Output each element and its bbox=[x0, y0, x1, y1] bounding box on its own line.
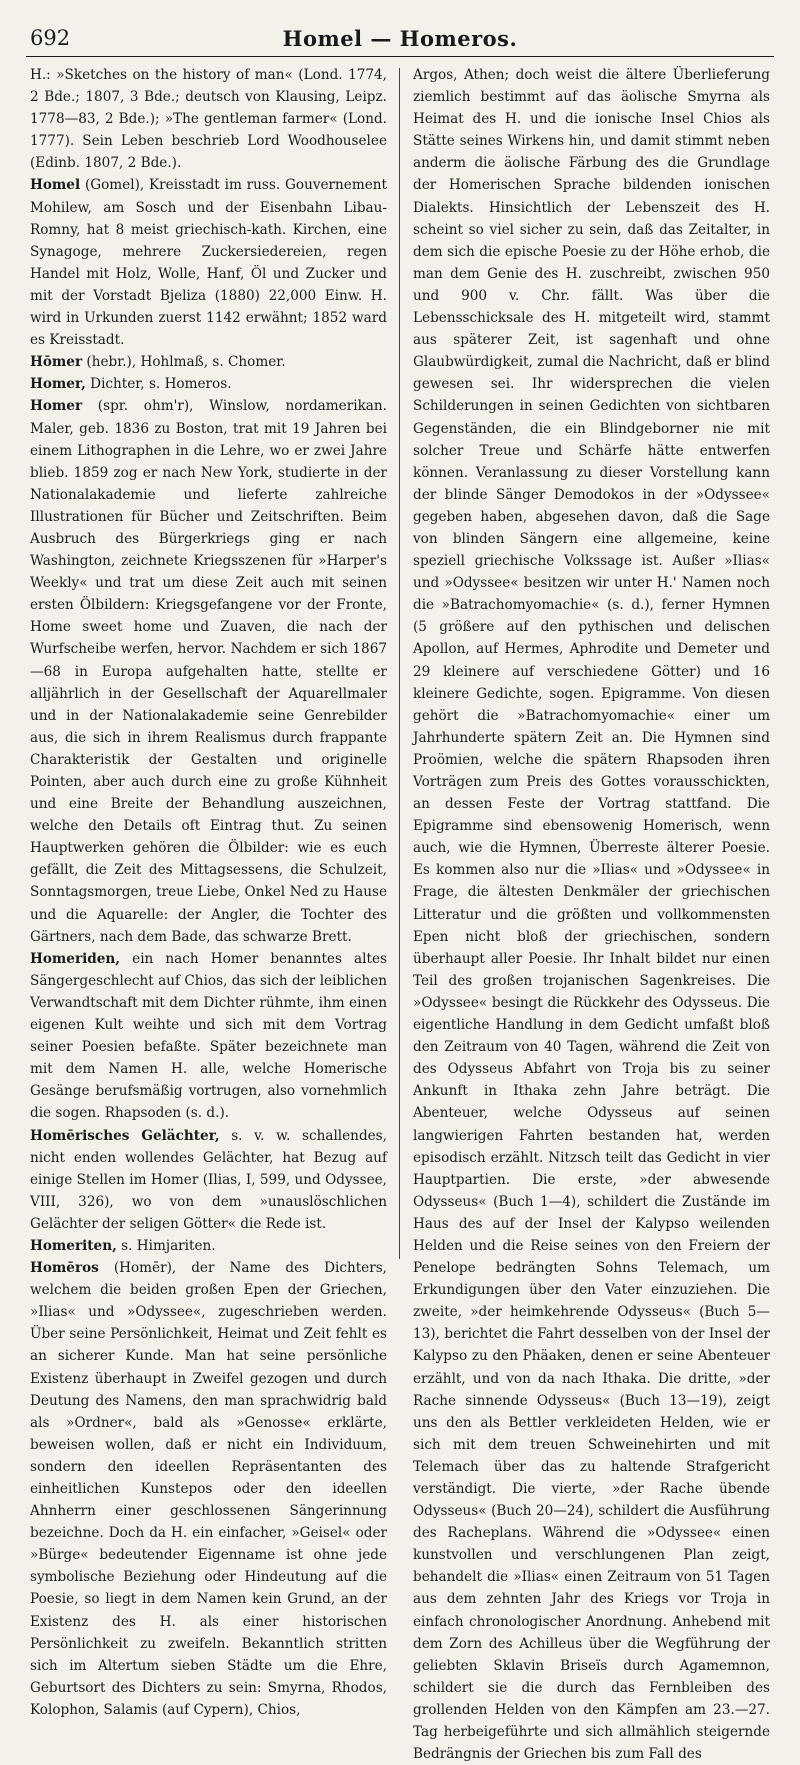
entry-text: ein nach Homer benanntes altes Sängergeschlecht auf Chios, das sich der leiblichen Verwandtschaft mit dem Dichter rühmte, ihm einen eigenen Kult weihte und sich mit dem Vortrag seiner Poesien befaßte. Später bezeichnete man mit dem Namen H. alle, welche Homerische Gesänge berufsmäßig vortrugen, also vornehmlich die sogen. Rhapsoden (s. d.). bbox=[30, 950, 387, 1122]
right-column bbox=[413, 64, 770, 1765]
entry-headword: Homer, bbox=[30, 376, 86, 393]
entry-paragraph bbox=[30, 1235, 387, 1257]
left-column bbox=[30, 64, 387, 1721]
entry-text: Argos, Athen; doch weist die ältere Überlieferung ziemlich bestimmt auf das äolische Smyrna als Heimat des H. und die ionische Insel Chios als Stätte seines Wirkens hin, und damit stimmt neben anderm die äolische Färbung des die Grundlage der Homerischen Sprache bildenden ionischen Dialekts. Hinsichtlich der Lebenszeit des H. scheint so viel sicher zu sein, daß das Zeitalter, in dem sich die epische Poesie zu der Höhe erhob, die man dem Genie des H. zuschreibt, zwischen 950 und 900 v. Chr. fällt. Was über die Lebensschicksale des H. mitgeteilt wird, stammt aus späterer Zeit, ist sagenhaft und ohne Glaubwürdigkeit, zumal die Nachricht, daß er blind gewesen sei. Ihr widersprechen die vielen Schilderungen in seinen Gedichten von sichtbaren Gegenständen, die ein Blindgeborner nie mit solcher Treue und Schärfe hätte entwerfen können. Veranlassung zu dieser Vorstellung kann der blinde Sänger Demodokos in der »Odyssee« gegeben haben, abgesehen davon, daß die Sage von blinden Sängern eine allgemeine, keine speziell griechische Volkssage ist. Außer »Ilias« und »Odyssee« besitzen wir unter H.' Namen noch die »Batrachomyomachie« (s. d.), ferner Hymnen (5 größere auf den pythischen und delischen Apollon, auf Hermes, Aphrodite und Demeter und 29 kleinere auf verschiedene Götter) und 16 kleinere Gedichte, sogen. Epigramme. Von diesen gehört die »Batrachomyomachie« einer um Jahrhunderte spätern Zeit an. Die Hymnen sind Proömien, welche die spätern Rhapsoden ihren Vorträgen zum Preis des Gottes vorausschickten, an dessen Feste der Vortrag stattfand. Die Epigramme sind ebensowenig Homerisch, wenn auch, wie die Hymnen, Überreste älterer Poesie. Es kommen also nur die »Ilias« und »Odyssee« in Frage, die ältesten Denkmäler der griechischen Litteratur und die größten und vollkommensten Epen nicht bloß der griechischen, sondern überhaupt aller Poesie. Ihr Inhalt bildet nur einen Teil des großen trojanischen Sagenkreises. Die »Odyssee« besingt die Rückkehr des Odysseus. Die eigentliche Handlung in dem Gedicht umfaßt bloß den Zeitraum von 40 Tagen, während die Zeit von des Odysseus Abfahrt von Troja bis zu seiner Ankunft in Ithaka zehn Jahre beträgt. Die Abenteuer, welche Odysseus auf seinen langwierigen Fahrten bestanden hat, werden episodisch erzählt. Nitzsch teilt das Gedicht in vier Hauptpartien. Die erste, »der abwesende Odysseus« (Buch 1—4), schildert die Zustände im Haus des auf der Insel der Kalypso weilenden Helden und die Reise seines von den Freiern der Penelope bedrängten Sohns Telemach, um Erkundigungen über den Vater einzuziehen. Die zweite, »der heimkehrende Odysseus« (Buch 5—13), berichtet die Fahrt desselben von der Insel der Kalypso zu den Phäaken, denen er seine Abenteuer erzählt, und von da nach Ithaka. Die dritte, »der Rache sinnende Odysseus« (Buch 13—19), zeigt uns den als Bettler verkleideten Helden, wie er sich mit dem treuen Schweinehirten und mit Telemach über das zu haltende Strafgericht verständigt. Die vierte, »der Rache übende Odysseus« (Buch 20—24), schildert die Ausführung des Racheplans. Während die »Odyssee« einen kunstvollen und verschlungenen Plan zeigt, behandelt die »Ilias« einen Zeitraum von 51 Tagen aus dem zehnten Jahr des Kriegs vor Troja in einfach chronologischer Anordnung. Anhebend mit dem Zorn des Achilleus über die Wegführung der geliebten Sklavin Briseïs durch Agamemnon, schildert sie die durch das Fernbleiben des grollenden Helden von den Kämpfen am 23.—27. Tag herbeigeführte und sich allmählich steigernde Bedrängnis der Griechen bis zum Fall des bbox=[413, 67, 770, 1763]
entry-text: s. Himjariten. bbox=[116, 1237, 216, 1254]
entry-headword: Homēros bbox=[30, 1260, 99, 1277]
entry-headword: Homer bbox=[30, 398, 83, 415]
entry-text: (spr. ohm'r), Winslow, nordamerikan. Maler, geb. 1836 zu Boston, trat mit 19 Jahren bei einem Lithographen in die Lehre, wo er zwei Jahre blieb. 1859 zog er nach New York, studierte in der Nationalakademie und lieferte zahlreiche Illustrationen für Bücher und Zeitschriften. Beim Ausbruch des Bürgerkriegs ging er nach Washington, zeichnete Kriegsszenen für »Harper's Weekly« und trat um diese Zeit auch mit seinen ersten Ölbildern: Kriegsgefangene vor der Fronte, Home sweet home und Zuaven, die nach der Wurfscheibe werfen, hervor. Nachdem er sich 1867—68 in Europa aufgehalten hatte, stellte er alljährlich in der Gesellschaft der Aquarellmaler und in der Nationalakademie seine Genrebilder aus, die sich in ihrem Realismus durch frappante Charakteristik der Gestalten und originelle Pointen, aber auch durch eine zu große Kühnheit und eine Breite der Behandlung auszeichnen, welche den Details oft Eintrag thut. Zu seinen Hauptwerken gehören die Ölbilder: wie es euch gefällt, die Zeit des Mittagsessens, die Schulzeit, Sonntagsmorgen, treue Liebe, Onkel Ned zu Hause und die Aquarelle: der Angler, die Tochter des Gärtners, nach dem Bade, das schwarze Brett. bbox=[30, 398, 387, 945]
entry-text: H.: »Sketches on the history of man« (Lond. 1774, 2 Bde.; 1807, 3 Bde.; deutsch von Klausing, Leipz. 1778—83, 2 Bde.); »The gentleman farmer« (Lond. 1777). Sein Leben beschrieb Lord Woodhouselee (Edinb. 1807, 2 Bde.). bbox=[30, 67, 387, 172]
entry-paragraph bbox=[30, 395, 387, 947]
column-divider bbox=[399, 68, 400, 1259]
entry-paragraph bbox=[30, 174, 387, 351]
text-columns bbox=[30, 64, 770, 1763]
entry-text: Dichter, s. Homeros. bbox=[85, 376, 232, 393]
entry-paragraph bbox=[30, 373, 387, 395]
entry-paragraph bbox=[30, 64, 387, 174]
entry-text: s. v. w. schallendes, nicht enden wollendes Gelächter, hat Bezug auf einige Stellen im Homer (Ilias, I, 599, und Odyssee, VIII, 326), wo von dem »unauslöschlichen Gelächter der seligen Götter« die Rede ist. bbox=[30, 1127, 387, 1232]
entry-text: (hebr.), Hohlmaß, s. Chomer. bbox=[82, 354, 286, 371]
entry-headword: Homel bbox=[30, 177, 81, 194]
page-number: 692 bbox=[30, 26, 71, 50]
entry-paragraph bbox=[413, 64, 770, 1765]
entry-paragraph bbox=[30, 351, 387, 373]
entry-paragraph bbox=[30, 1125, 387, 1235]
entry-headword: Homeriden, bbox=[30, 950, 121, 967]
entry-text: (Homēr), der Name des Dichters, welchem die beiden großen Epen der Griechen, »Ilias« und »Odyssee«, zugeschrieben werden. Über seine Persönlichkeit, Heimat und Zeit fehlt es an sicherer Kunde. Man hat seine persönliche Existenz überhaupt in Zweifel gezogen und durch Deutung des Namens, den man sprachwidrig bald als »Ordner«, bald als »Genosse« erklärte, beweisen wollen, daß er nicht ein Individuum, sondern den ideellen Repräsentanten des einheitlichen Kunstepos oder den ideellen Ahnherrn einer geschlossenen Sängerinnung bezeichne. Doch da H. ein einfacher, »Geisel« oder »Bürge« bedeutender Eigenname ist ohne jede symbolische Beziehung oder Hindeutung auf die Poesie, so liegt in dem Namen kein Grund, an der Existenz des H. als einer historischen Persönlichkeit zu zweifeln. Bekanntlich stritten sich im Altertum sieben Städte um die Ehre, Geburtsort des Dichters zu sein: Smyrna, Rhodos, Kolophon, Salamis (auf Cypern), Chios, bbox=[30, 1260, 387, 1718]
entry-text: (Gomel), Kreisstadt im russ. Gouvernement Mohilew, am Sosch und der Eisenbahn Libau-Romny, hat 8 meist griechisch-kath. Kirchen, eine Synagoge, mehrere Zuckersiedereien, regen Handel mit Holz, Wolle, Hanf, Öl und Zucker und mit der Vorstadt Bjeliza (1880) 22,000 Einw. H. wird in Urkunden zuerst 1142 erwähnt; 1852 ward es Kreisstadt. bbox=[30, 177, 387, 349]
entry-headword: Homērisches Gelächter, bbox=[30, 1127, 220, 1144]
entry-paragraph bbox=[30, 948, 387, 1125]
running-title: Homel — Homeros. bbox=[282, 26, 518, 51]
page-header bbox=[26, 22, 774, 57]
entry-headword: Homeriten, bbox=[30, 1237, 117, 1254]
entry-headword: Hōmer bbox=[30, 354, 83, 371]
entry-paragraph bbox=[30, 1257, 387, 1721]
